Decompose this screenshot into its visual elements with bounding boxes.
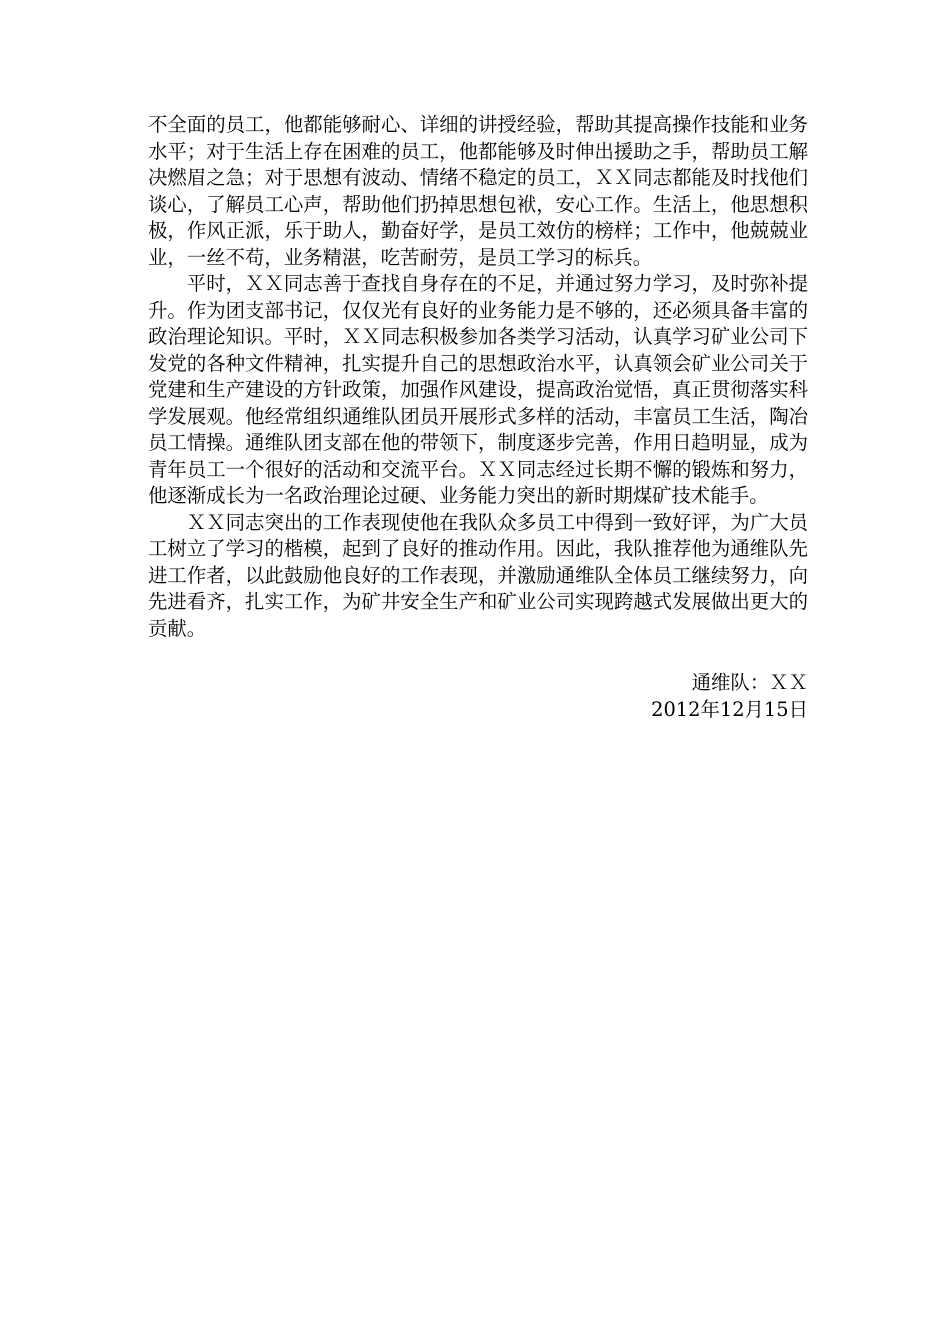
signature-date: 2012年12月15日 [651, 697, 808, 721]
paragraph-continuation: 不全面的员工，他都能够耐心、详细的讲授经验，帮助其提高操作技能和业务水平；对于生活上存在困难的员工，他都能够及时伸出援助之手，帮助员工解决燃眉之急；对于思想有波动、情绪不稳定的员工，ＸＸ同志都能及时找他们谈心，了解员工心声，帮助他们扔掉思想包袱，安心工作。生活上，他思想积极，作风正派，乐于助人，勤奋好学，是员工效仿的榜样；工作中，他兢兢业业，一丝不苟，业务精湛，吃苦耐劳，是员工学习的标兵。 [148, 113, 808, 269]
signature-block [148, 670, 808, 723]
paragraph-recommendation: ＸＸ同志突出的工作表现使他在我队众多员工中得到一致好评，为广大员工树立了学习的楷模，起到了良好的推动作用。因此，我队推荐他为通维队先进工作者，以此鼓励他良好的工作表现，并激励通维队全体员工继续努力，向先进看齐，扎实工作，为矿井安全生产和矿业公司实现跨越式发展做出更大的贡献。 [148, 510, 808, 640]
document-page [148, 112, 808, 723]
paragraph-study: 平时，ＸＸ同志善于查找自身存在的不足，并通过努力学习，及时弥补提升。作为团支部书记，仅仅光有良好的业务能力是不够的，还必须具备丰富的政治理论知识。平时，ＸＸ同志积极参加各类学习活动，认真学习矿业公司下发党的各种文件精神，扎实提升自己的思想政治水平，认真领会矿业公司关于党建和生产建设的方针政策，加强作风建设，提高政治觉悟，真正贯彻落实科学发展观。他经常组织通维队团员开展形式多样的活动，丰富员工生活，陶冶员工情操。通维队团支部在他的带领下，制度逐步完善，作用日趋明显，成为青年员工一个很好的活动和交流平台。ＸＸ同志经过长期不懈的锻炼和努力，他逐渐成长为一名政治理论过硬、业务能力突出的新时期煤矿技术能手。 [148, 272, 808, 507]
signature-unit: 通维队：ＸＸ [691, 671, 808, 694]
